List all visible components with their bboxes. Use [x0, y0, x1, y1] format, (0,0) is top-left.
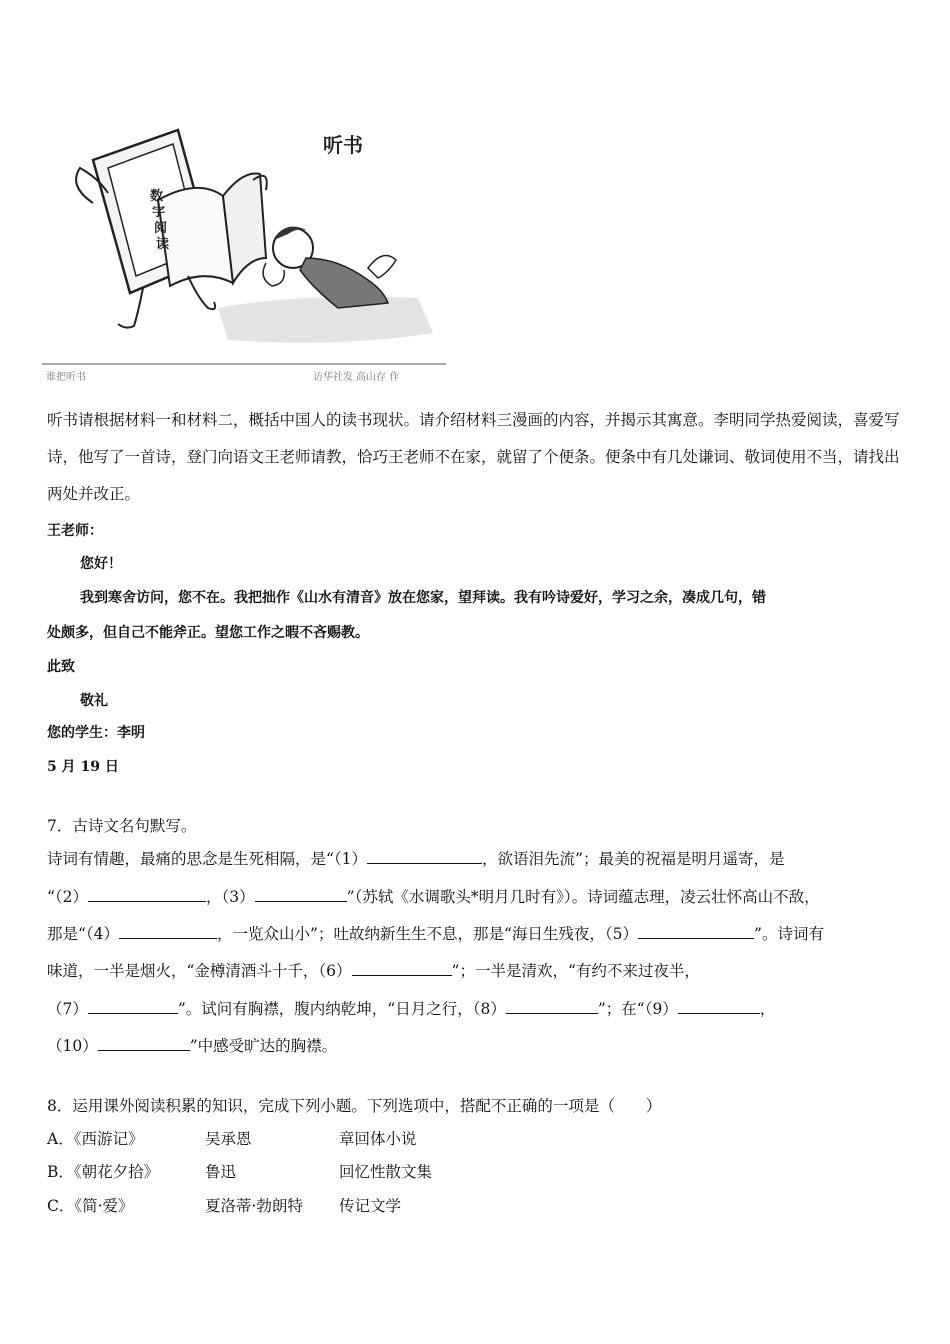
cartoon-title: 听书	[323, 133, 363, 157]
tablet-char-2: 字	[152, 205, 166, 220]
blank-8[interactable]	[506, 999, 598, 1014]
cartoon-figure	[38, 108, 450, 390]
q7-line3: 那是“（4） ，一览众山小”；吐故纳新生生不息，那是“海日生残夜，（5） ”。诗词有	[47, 925, 824, 943]
q8-option-a[interactable]: A．《西游记》 吴承恩 章回体小说	[47, 1130, 417, 1148]
tablet-char-4: 读	[156, 237, 170, 252]
letter-closing1: 此致	[47, 659, 75, 675]
blank-10[interactable]	[98, 1036, 190, 1051]
tablet-char-3: 阅	[154, 221, 168, 236]
q7-line5: （7） ”。试问有胸襟，腹内纳乾坤，“日月之行，（8） ”；在“（9） ，	[47, 1000, 776, 1018]
q8-heading: 8．运用课外阅读积累的知识，完成下列小题。下列选项中，搭配不正确的一项是（ ）	[47, 1097, 662, 1115]
blank-5[interactable]	[638, 924, 754, 939]
cartoon-illustration	[38, 108, 450, 390]
q7-heading: 7．古诗文名句默写。	[47, 817, 197, 835]
letter-body-line1: 我到寒舍访问，您不在。我把拙作《山水有清音》放在您家，望拜读。我有吟诗爱好，学习之余，凑成几句，错	[80, 590, 766, 606]
q7-line6: （10） ”中感受旷达的胸襟。	[47, 1037, 338, 1055]
intro-paragraph: 听书请根据材料一和材料二，概括中国人的读书现状。请介绍材料三漫画的内容，并揭示其寓意。李明同学热爱阅读，喜爱写诗，他写了一首诗，登门向语文王老师请教，恰巧王老师不在家，就留了个便条。便条中有几处谦词、敬词使用不当，请找出两处并改正。	[47, 411, 900, 503]
letter-signature: 您的学生：李明	[47, 725, 145, 741]
cartoon-caption-left: 谁把听书	[46, 372, 86, 383]
q7-line1: 诗词有情趣，最痛的思念是生死相隔，是“（1） ，欲语泪先流”；最美的祝福是明月遥寄，是	[47, 850, 785, 868]
blank-4[interactable]	[119, 924, 217, 939]
blank-6[interactable]	[352, 961, 452, 976]
blank-9[interactable]	[678, 999, 760, 1014]
q8-option-c[interactable]: C．《简·爱》 夏洛蒂·勃朗特 传记文学	[47, 1197, 402, 1215]
blank-2[interactable]	[88, 887, 206, 902]
letter-greeting: 您好！	[80, 556, 122, 572]
letter-date: 5 月 19 日	[47, 759, 119, 775]
letter-closing2: 敬礼	[80, 693, 108, 709]
q7-line4: 味道，一半是烟火，“金樽清酒斗十千，（6） ”；一半是清欢，“有约不来过夜半，	[47, 962, 700, 980]
cartoon-caption-right: 访华社发 高山存 作	[313, 372, 400, 383]
q7-line2: “（2） ，（3） ”（苏轼《水调歌头*明月几时有》）。诗词蕴志理，凌云壮怀高山不敌，	[47, 888, 820, 906]
blank-1[interactable]	[367, 849, 482, 864]
q8-option-b[interactable]: B．《朝花夕拾》 鲁迅 回忆性散文集	[47, 1163, 433, 1181]
blank-7[interactable]	[88, 999, 178, 1014]
letter-salutation: 王老师：	[47, 523, 103, 539]
blank-3[interactable]	[255, 887, 347, 902]
tablet-char-1: 数	[150, 189, 164, 204]
letter-body-line2: 处颇多，但自己不能斧正。望您工作之暇不吝赐教。	[47, 625, 369, 641]
